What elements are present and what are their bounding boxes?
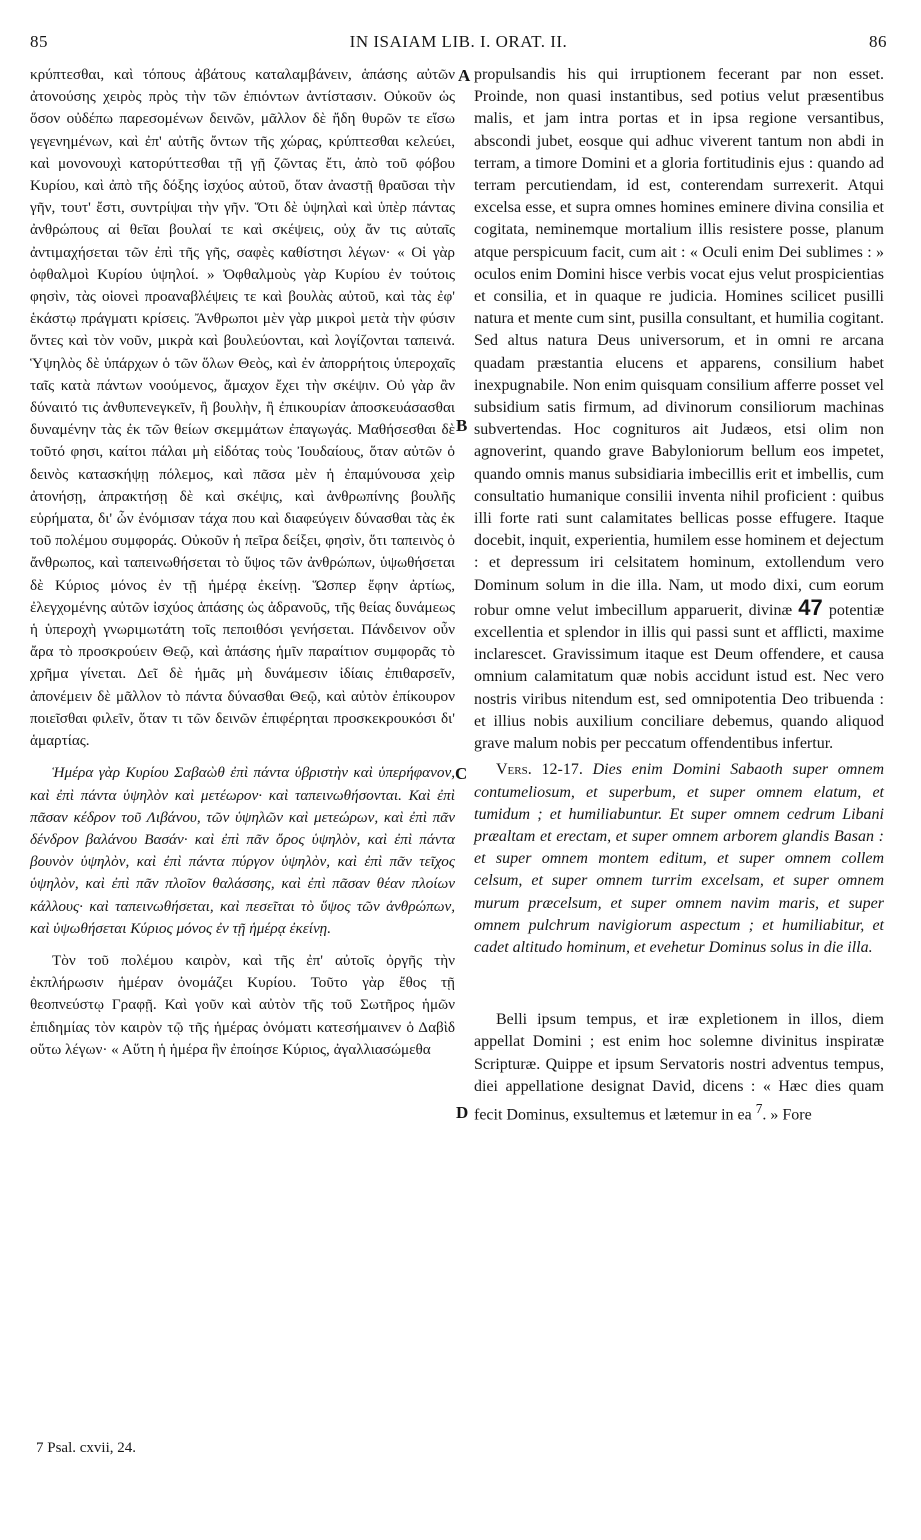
verse-label: Vers. 12-17.	[496, 761, 583, 779]
greek-paragraph-1: κρύπτεσθαι, καὶ τόπους ἀβάτους καταλαμβάνειν, ἁπάσης αὐτῶν ἀτονούσης χειρὸς πρὸς τὴν τῶν ἐπιόντων ἀντίστασιν. Οὐκοῦν ὡς ὅσον οὐδέπω παρεσομένων δεινῶν, μᾶλλον δὲ ἤδη θυρῶν τε εἴσω γεγενημένων, καὶ ἐπ' αὐτῆς ὄντων τῆς χώρας, κρύπτεσθαι κελεύει, καὶ μονονουχὶ κατορύττεσθαι τῇ γῇ ζῶντας ἔτι, ἀπὸ τοῦ φόβου Κυρίου, καὶ ἀπὸ τῆς δόξης ἰσχύος αὐτοῦ, ὅταν ἀναστῇ θραῦσαι τὴν γῆν, τουτ' ἔστι, συντρίψαι τὴν γῆν. Ὅτι δὲ ὑψηλαὶ καὶ ὑπὲρ πάντας ἀνθρώπους αἱ θεῖαι βουλαί τε καὶ σκέψεις, οὐχ ἄν τις αὐταῖς ἀντιμαχήσεται τῶν ἐπὶ τῆς γῆς, σαφὲς καθίστησι λέγων· « Οἱ γὰρ ὀφθαλμοὶ Κυρίου ὑψηλοί. » Ὀφθαλμοὺς γὰρ Κυρίου ἐν τούτοις φησὶν, τὰς οἱονεὶ προαναβλέψεις τε καὶ βουλὰς αὐτοῦ, καὶ τὰς ἐφ' ἑκάστῳ πράγματι κρίσεις. Ἄνθρωποι μὲν γὰρ μικροὶ μετὰ τὴν φύσιν ὄντες καὶ τὸν νοῦν, μικρὰ καὶ βουλεύονται, καὶ λογίζονται ταπεινά. Ὑψηλὸς δὲ ὑπάρχων ὁ τῶν ὅλων Θεὸς, καὶ ἐν ἀπορρήτοις ὑπεροχαῖς ταῖς κατὰ πάντων νοούμενος, ἄμαχον ἔχει τὴν σκέψιν. Οὐ γὰρ ἂν δύναιτό τις ἀνθυπενεγκεῖν, ἢ βουλὴν, ἢ ἐπικουρίαν ἀποσκευάσασθαι δυναμένην τὰς ἐκ τῶν θείων σκεμμάτων ἐπαγωγάς. Μαθήσεσθαι δὲ τοῦτό φησι, καίτοι πάλαι μὴ εἰδότας τοὺς Ἰουδαίους, ὅταν αὐτῶν ὁ δεινὸς κατασκήψῃ πόλεμος, καὶ πᾶσα μὲν ἡ ἐπαμύνουσα χεὶρ ἀτονήσῃ, ἀπρακτήσῃ δὲ καὶ σκέψις, καὶ ἀνθρωπίνης βουλῆς εὑρήματα, δι' ὧν ἐνόμισαν τάχα που καὶ διαφεύγειν δύνασθαι τὰς ἐκ τοῦ πολέμου συμφοράς. Οὐκοῦν ἡ πεῖρα δείξει, φησὶν, ὅτι ταπεινὸς ὁ ἄνθρωπος, καὶ ταπεινωθήσεται τὸ ὕψος τῶν ἀνθρώπων, ὑψωθήσεται δὲ Κύριος μόνος ἐν τῇ ἡμέρᾳ ἐκείνῃ. Ὥσπερ ἔφην ἀρτίως, ἐλεγχομένης αὐτῶν ἰσχύος ἁπάσης ὡς ἀδρανοῦς, τῆς θείας δυνάμεως ἡ ὑπεροχὴ γνωριμωτάτη τοῖς πεποιθόσι γενήσεται. Πάνδεινον οὖν ἄρα τὸ προσκρούειν Θεῷ, καὶ ἁπάσης ἡμῖν παραίτιον συμφορᾶς τὸ χρῆμα γίνεται. Δεῖ δὲ ἡμᾶς μὴ δυνάμεσιν ἰδίαις ἐπιθαρσεῖν, ἀπονέμειν δὲ μᾶλλον τὸ πάντα δύνασθαι Θεῷ, καὶ αὐτὸν ἐπίκουρον ποιεῖσθαι φιλεῖν, ὅταν τι τῶν δεινῶν ἐπιφέρηται προσκεκρουκόσι δι' ἁμαρτίας.	[30, 66, 455, 750]
margin-marker-a: A	[458, 66, 471, 85]
latin-paragraph-2	[474, 1009, 884, 1126]
footnote-ref: 7	[755, 1100, 763, 1116]
footnote: 7 Psal. cxvii, 24.	[36, 1440, 136, 1456]
running-title: IN ISAIAM LIB. I. ORAT. II.	[349, 32, 568, 51]
greek-verse: Ἡμέρα γὰρ Κυρίου Σαβαὼθ ἐπὶ πάντα ὑβριστὴν καὶ ὑπερήφανον, καὶ ἐπὶ πάντα ὑψηλὸν καὶ μετέωρον· καὶ ταπεινωθήσονται. Καὶ ἐπὶ πᾶσαν κέδρον τοῦ Λιβάνου, τῶν ὑψηλῶν καὶ μετεώρων, καὶ ἐπὶ πᾶν δένδρον βαλάνου Βασάν· καὶ ἐπὶ πᾶν ὄρος ὑψηλὸν, καὶ ἐπὶ πάντα βουνὸν ὑψηλὸν, καὶ ἐπὶ πάντα πύργον ὑψηλὸν, καὶ ἐπὶ πᾶν τεῖχος ὑψηλὸν, καὶ ἐπὶ πᾶν πλοῖον θαλάσσης, καὶ ἐπὶ πᾶσαν θέαν πλοίων κάλλους· καὶ ταπεινωθήσεται, καὶ πεσεῖται τὸ ὕψος τῶν ἀνθρώπων, καὶ ὑψωθήσεται Κύριος μόνος ἐν τῇ ἡμέρᾳ ἐκείνῃ.	[30, 764, 455, 937]
margin-marker-d: D	[456, 1103, 469, 1122]
greek-gap-2	[30, 940, 455, 950]
margin-marker-b: B	[456, 416, 468, 435]
latin-paragraph-2-text: Belli ipsum tempus, et iræ expletionem in illos, diem appellat Domini ; est enim hoc solemne divinitus inspiratæ Scripturæ. Quippe et ipsum Servatoris nostri adventus tempus, diei appellatione designat David, dicens : « Hæc dies quam fecit Dominus, exsultemus et lætemur in ea	[474, 1011, 884, 1124]
latin-column	[474, 64, 884, 1126]
latin-gap	[474, 959, 884, 1009]
latin-paragraph-1	[474, 64, 884, 755]
greek-gap	[30, 752, 455, 762]
greek-paragraph-2: Τὸν τοῦ πολέμου καιρὸν, καὶ τῆς ἐπ' αὐτοῖς ὀργῆς τὴν ἐκπλήρωσιν ἡμέραν ὀνομάζει Κυρίου. Τοῦτο γὰρ ἔθος τῇ θεοπνεύστῳ Γραφῇ. Καὶ γοῦν καὶ αὐτὸν τῆς τοῦ Σωτῆρος ἡμῶν ἐπιδημίας τὸν καιρὸν τῷ τῆς ἡμέρας ὀνόματι κατεσήμαινεν ὁ Δαβὶδ οὕτω λέγων· « Αὕτη ἡ ἡμέρα ἣν ἐποίησε Κύριος, ἀγαλλιασώμεθα	[30, 951, 455, 1058]
latin-paragraph-1b: potentiæ excellentia et splendor in illis qui passi sunt et afflicti, maxime inclarescet. Gravissimum itaque est Deum offendere, et causa omnium calamitatum quæ nobis accidunt istud est. Nec vero nostris viribus nitendum est, sed omnipotentia Deo tribuenda : et illius nobis auxilium conciliare debemus, quando aliquod grave malum nobis per peccatum offendentibus infertur.	[474, 601, 885, 753]
greek-column	[30, 64, 455, 1061]
margin-marker-c: C	[455, 764, 468, 783]
page-number-right: 86	[869, 32, 887, 51]
page-number-left: 85	[30, 32, 48, 51]
latin-verse-block	[474, 759, 884, 959]
latin-paragraph-1a: propulsandis his qui irruptionem fecerant par non esset. Proinde, non quasi instantibus, sed potius velut præsentibus malis, et jam intra portas et in ipsa regione versantibus, abscondi jubet, eosque qui adhuc viverent tantum non abdi in terram, a timore Domini et a gloria fortitudinis ejus : quando ad terram percutiendam, id est, conterendam surrexerit. Atqui excelsa esse, et supra omnes homines eminere divina consilia et cogitata, neminemque mortalium illis resistere posse, planum atque perspicuum facit, cum ait : « Oculi enim Dei sublimes : » oculos enim Domini hisce verbis vocat ejus velut prospicientias et consilia, et in quaque re judicia. Homines scilicet pusilli natura et mente cum sint, pusilla consultant, et humilia cogitant. Sed altus natura Deus universorum, et in omni re arcana quadam præstantia elucens et apparens, consilium habet inexpugnabile. Non enim quisquam consilium afferre posset vel subsidium satis firmum, ad divinorum consiliorum machinas subvertendas. Hoc cognituros ait Judæos, etsi olim non agnoverint, quando grave Babyloniorum bellum eos impetet, quando omnis manus subsidiaria imbecillis erit et imbellis, cum consultatio humanique consilii inventa nihil proficient : quibus illi forte rati sunt calamitates bellicas posse effugere. Itaque docebit, inquit, experientia, humilem esse hominem et dejectum : et depressum iri celsitatem hominum, extollendum vero Dominum solum in die illa. Nam, ut modo dixi, cum eorum robur omne velut imbecillum apparuerit, divinæ	[474, 66, 884, 619]
latin-verse: Dies enim Domini Sabaoth super omnem contumeliosum, et superbum, et super omnem elatum, et tumidum ; et humiliabuntur. Et super omnem cedrum Libani præaltam et erectam, et super omnem arborem glandis Basan : et super omnem montem editum, et super omnem collem celsum, et super omnem turrim excelsam, et super omnem murum præcelsum, et super omnem navim maris, et super omnem pulchrum navigiorum aspectum ; et humiliabitur, et cadet altitudo hominum, et evehetur Dominus solus in die illa.	[474, 761, 885, 956]
latin-paragraph-2-end: . » Fore	[762, 1106, 812, 1124]
edition-page-marker: 47	[798, 594, 823, 620]
running-head	[30, 30, 887, 58]
